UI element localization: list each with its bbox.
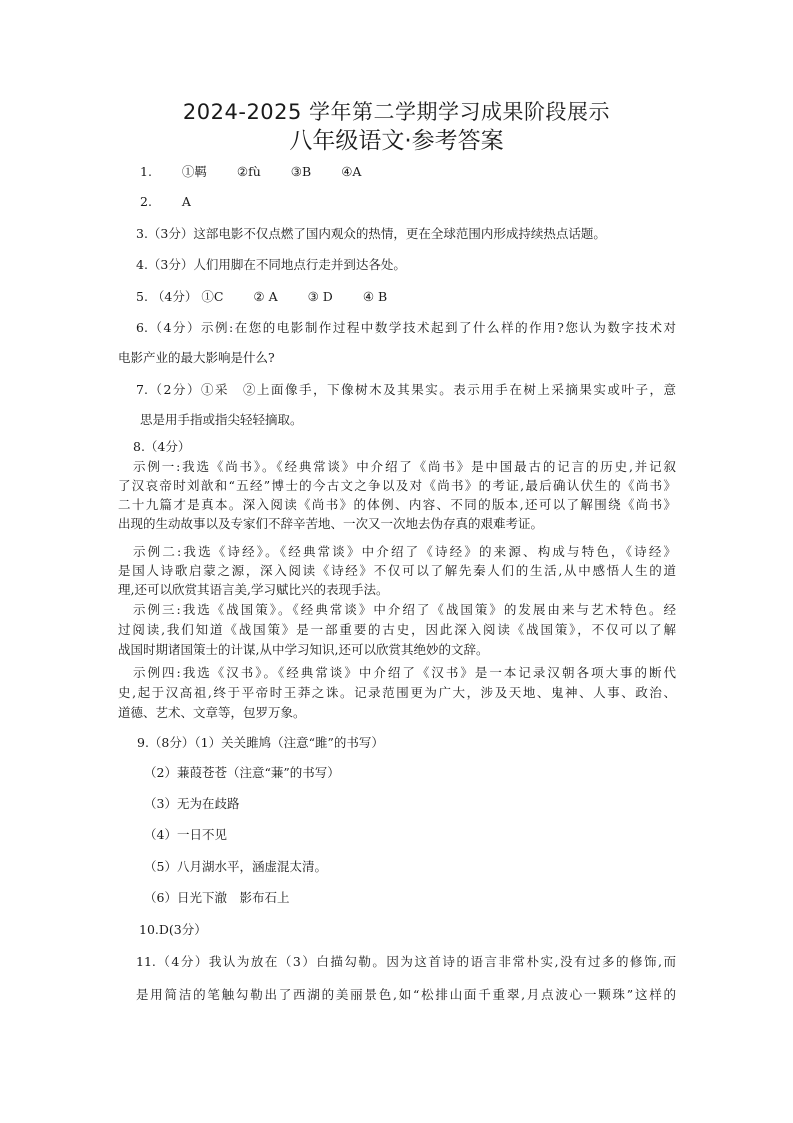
q3-answer: 3.（3分）这部电影不仅点燃了国内观众的热情，更在全球范围内形成持续热点话题。 [136, 226, 606, 241]
q8-example-2-line-1: 示例二:我选《诗经》。《经典常谈》中介绍了《诗经》的来源、构成与特色，《诗经》 [133, 544, 676, 559]
q8-example-2-line-3: 理,还可以欣赏其语言美,学习赋比兴的表现手法。 [118, 582, 389, 597]
q10-answer: 10.D(3分） [139, 922, 207, 937]
q11-answer-line-1: 11.（4分）我认为放在（3）白描勾勒。因为这首诗的语言非常朴实,没有过多的修饰,而 [136, 954, 676, 969]
q1-answer-4: ④A [341, 164, 362, 179]
q9-item-3: （3）无为在歧路 [144, 796, 240, 811]
q6-answer-line-1: 6.（4分）示例:在您的电影制作过程中数学技术起到了什么样的作用?您认为数字技术对 [136, 320, 676, 335]
q5-answer-1: ①C [201, 289, 224, 304]
q1-answer-3: ③B [290, 164, 312, 179]
q5-score: （4分） [151, 289, 198, 304]
q8-example-3-line-3: 战国时期诸国策士的计谋,从中学习知识,还可以欣赏其绝妙的文辞。 [118, 642, 489, 657]
q1-answer-2: ②fù [236, 164, 261, 179]
q8-example-1-line-4: 出现的生动故事以及专家们不辞辛苦地、一次又一次地去伪存真的艰难考证。 [118, 516, 544, 531]
q9-item-6: （6）日光下澈 影布石上 [144, 890, 290, 905]
q5-number: 5. [136, 289, 148, 304]
q8-example-4-line-3: 道德、艺术、文章等，包罗万象。 [118, 705, 306, 720]
q1-number: 1. [140, 164, 152, 179]
q8-example-4-line-2: 史,起于汉高祖,终于平帝时王莽之诛。记录范围更为广大，涉及天地、鬼神、人事、政治、 [118, 685, 676, 700]
q9-item-5: （5）八月湖水平，涵虚混太清。 [144, 859, 327, 874]
q11-answer-line-2: 是用简洁的笔触勾勒出了西湖的美丽景色,如“松排山面千重翠,月点波心一颗珠”这样的 [136, 987, 676, 1002]
q8-example-4-line-1: 示例四:我选《汉书》。《经典常谈》中介绍了《汉书》是一本记录汉朝各项大事的断代 [133, 665, 676, 680]
q5-answer-3: ③ D [307, 289, 333, 304]
q5-answer-2: ② A [253, 289, 278, 304]
q1-answer [140, 163, 361, 181]
q2-choice: A [181, 194, 191, 209]
q8-example-1-line-3: 二十九篇才是真本。深入阅读《尚书》的体例、内容、不同的版本,还可以了解围绕《尚书》 [118, 497, 676, 512]
q9-item-4: （4）一日不见 [144, 827, 227, 842]
document-title: 2024-2025 学年第二学期学习成果阶段展示 [182, 100, 611, 124]
q7-answer-line-1: 7.（2分）①采 ②上面像手，下像树木及其果实。表示用手在树上采摘果实或叶子，意 [136, 382, 676, 397]
q2-number: 2. [140, 194, 152, 209]
q5-answer-4: ④ B [362, 289, 388, 304]
q1-answer-1: ①羁 [181, 164, 207, 179]
q9-heading: 9.（8分）（1）关关雎鸠（注意“雎”的书写） [137, 735, 384, 750]
q8-heading: 8.（4分） [133, 439, 191, 454]
q8-example-3-line-1: 示例三:我选《战国策》。《经典常谈》中介绍了《战国策》的发展由来与艺术特色。经 [133, 602, 676, 617]
q8-example-1-line-2: 了汉哀帝时刘歆和“五经”博士的今古文之争以及对《尚书》的考证,最后确认伏生的《尚书》 [118, 478, 676, 493]
document-subtitle: 八年级语文·参考答案 [289, 128, 504, 154]
q9-item-2: （2）蒹葭苍苍（注意“蒹”的书写） [144, 765, 340, 780]
q8-example-1-line-1: 示例一:我选《尚书》。《经典常谈》中介绍了《尚书》是中国最古的记言的历史,并记叙 [133, 459, 676, 474]
q8-example-3-line-2: 过阅读,我们知道《战国策》是一部重要的古史，因此深入阅读《战国策》，不仅可以了解 [118, 622, 676, 637]
q8-example-2-line-2: 是国人诗歌启蒙之源，深入阅读《诗经》不仅可以了解先秦人们的生活,从中感悟人生的道 [118, 563, 676, 578]
q4-answer: 4.（3分）人们用脚在不同地点行走并到达各处。 [136, 257, 406, 272]
q2-answer [140, 193, 191, 211]
q5-answer [136, 288, 387, 306]
q6-answer-line-2: 电影产业的最大影响是什么? [118, 350, 275, 365]
q7-answer-line-2: 思是用手指或指尖轻轻摘取。 [140, 412, 303, 427]
